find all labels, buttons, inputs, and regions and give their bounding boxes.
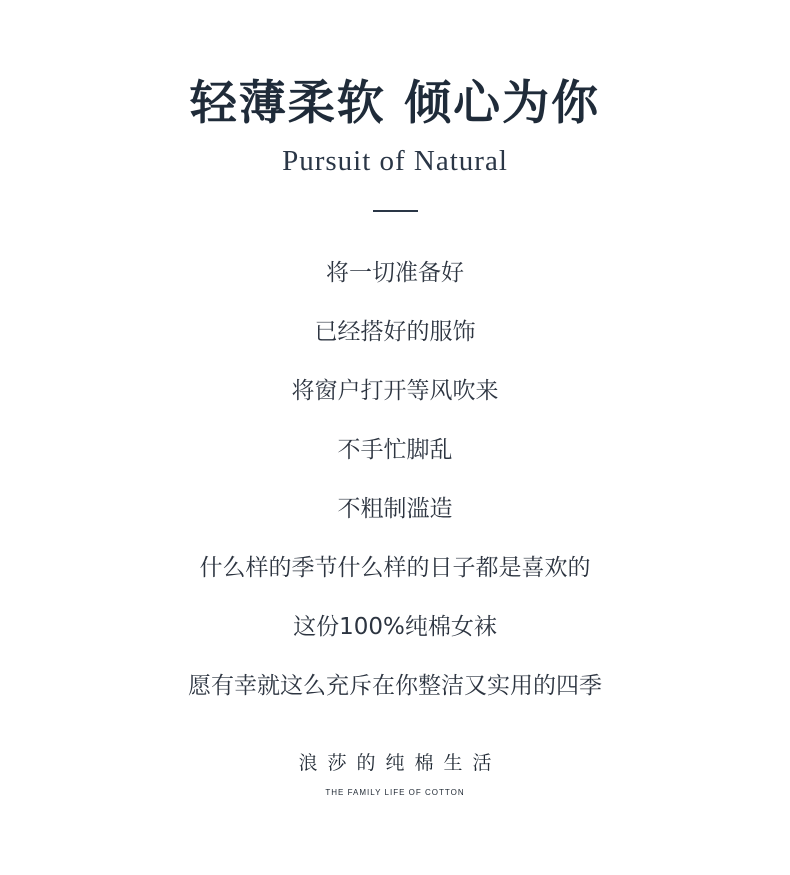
verse-line: 这份100%纯棉女袜 (293, 614, 497, 640)
page-title: 轻薄柔软 倾心为你 (189, 76, 601, 131)
verse-line: 愿有幸就这么充斥在你整洁又实用的四季 (188, 673, 602, 699)
verse-list (0, 253, 790, 725)
verse-line: 将窗户打开等风吹来 (291, 378, 499, 404)
divider (373, 210, 418, 212)
verse-line: 什么样的季节什么样的日子都是喜欢的 (199, 555, 591, 581)
brand-name: 浪莎的纯棉生活 (298, 752, 502, 774)
verse-line: 不粗制滥造 (337, 496, 453, 522)
verse-line: 不手忙脚乱 (337, 437, 453, 463)
page-subtitle: Pursuit of Natural (282, 145, 508, 177)
verse-line: 已经搭好的服饰 (314, 319, 476, 345)
brand-tagline: THE FAMILY LIFE OF COTTON (325, 788, 465, 797)
verse-line: 将一切准备好 (326, 260, 464, 286)
